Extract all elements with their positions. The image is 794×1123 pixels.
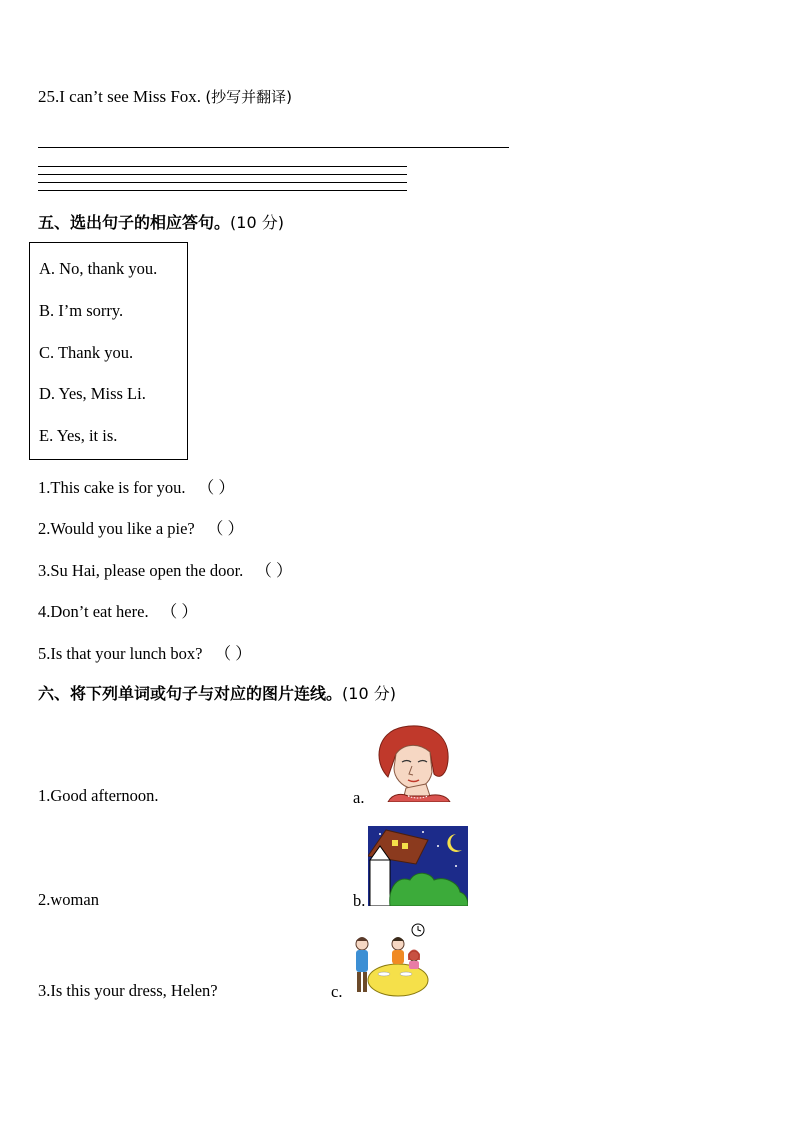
section-5-title: 五、选出句子的相应答句。 bbox=[38, 213, 231, 232]
writing-line-3 bbox=[38, 182, 407, 183]
section-5-points: (10 分) bbox=[230, 213, 284, 232]
section-6-points: (10 分) bbox=[342, 684, 396, 703]
question-5-4 bbox=[38, 598, 198, 622]
question-25-instruction: (抄写并翻译) bbox=[205, 88, 293, 106]
answer-line-long bbox=[38, 147, 509, 148]
question-25 bbox=[38, 86, 292, 107]
option-b: B. I’m sorry. bbox=[39, 301, 124, 320]
section-6-heading bbox=[38, 681, 396, 704]
writing-line-1 bbox=[38, 166, 407, 167]
answer-blank[interactable]: （ ） bbox=[160, 602, 198, 621]
section-6-title: 六、将下列单词或句子与对应的图片连线。 bbox=[38, 684, 343, 703]
family-dinner-picture-icon[interactable] bbox=[350, 922, 430, 998]
question-5-2 bbox=[38, 515, 244, 539]
match-letter-b: b. bbox=[353, 891, 366, 910]
option-a: A. No, thank you. bbox=[39, 259, 158, 278]
question-5-1 bbox=[38, 474, 235, 498]
question-5-5 bbox=[38, 640, 252, 664]
answer-options-box bbox=[29, 242, 188, 460]
match-letter-c: c. bbox=[331, 982, 343, 1001]
answer-blank[interactable]: （ ） bbox=[206, 519, 245, 538]
match-item-2[interactable]: 2.woman bbox=[38, 890, 99, 909]
question-text: 5.Is that your lunch box? bbox=[38, 644, 203, 663]
match-letter-a: a. bbox=[353, 788, 365, 807]
answer-blank[interactable]: （ ） bbox=[255, 561, 293, 580]
option-e: E. Yes, it is. bbox=[39, 426, 118, 445]
question-25-text: 25.I can’t see Miss Fox. bbox=[38, 87, 206, 106]
question-text: 1.This cake is for you. bbox=[38, 478, 186, 497]
match-item-1[interactable]: 1.Good afternoon. bbox=[38, 786, 159, 805]
question-5-3 bbox=[38, 557, 293, 581]
writing-line-2 bbox=[38, 174, 407, 175]
question-text: 4.Don’t eat here. bbox=[38, 602, 149, 621]
writing-line-4 bbox=[38, 190, 407, 191]
answer-blank[interactable]: （ ） bbox=[214, 644, 252, 663]
night-house-picture-icon[interactable] bbox=[368, 826, 468, 906]
question-text: 2.Would you like a pie? bbox=[38, 519, 195, 538]
match-item-3[interactable]: 3.Is this your dress, Helen? bbox=[38, 981, 218, 1000]
woman-picture-icon[interactable] bbox=[368, 722, 456, 802]
option-d: D. Yes, Miss Li. bbox=[39, 384, 146, 403]
option-c: C. Thank you. bbox=[39, 343, 134, 362]
answer-blank[interactable]: （ ） bbox=[197, 478, 235, 497]
question-text: 3.Su Hai, please open the door. bbox=[38, 561, 244, 580]
section-5-heading bbox=[38, 210, 284, 233]
